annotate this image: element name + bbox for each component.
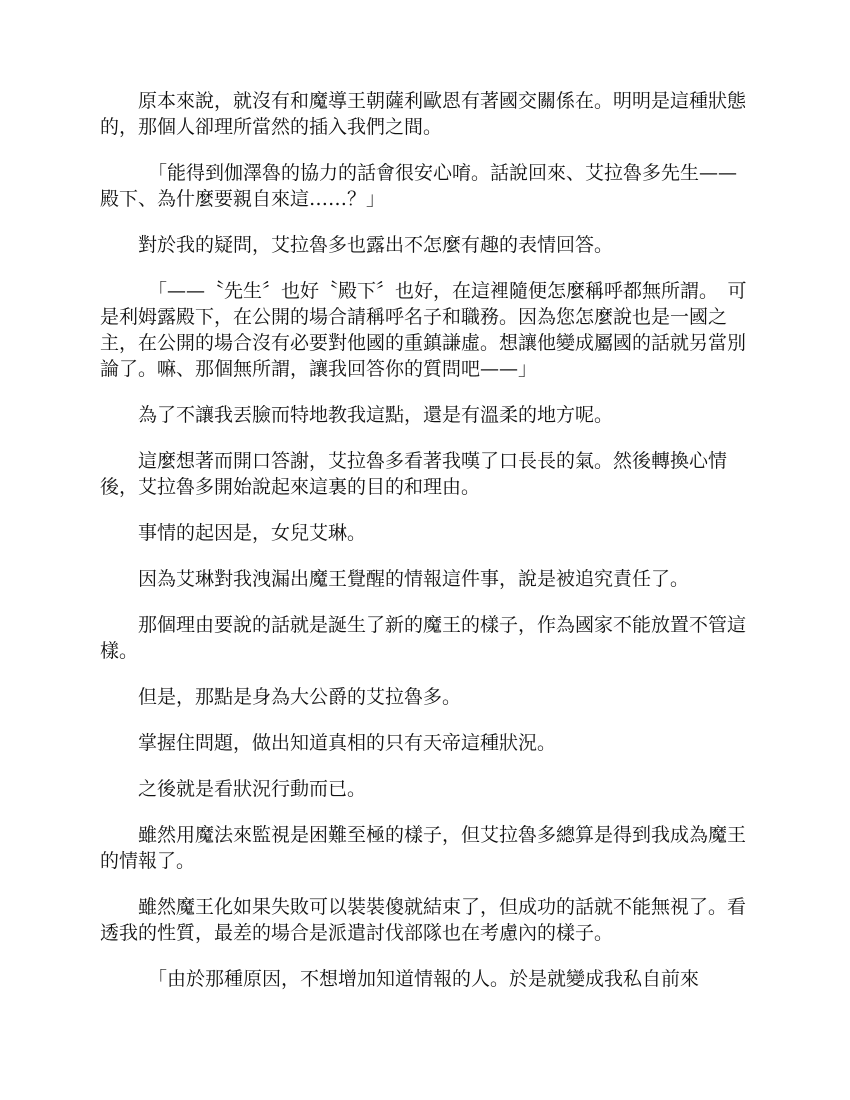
paragraph: 「能得到伽澤魯的協力的話會很安心唷。話說回來、艾拉魯多先生——殿下、為什麼要親自來這……？」 xyxy=(100,162,738,210)
paragraph: 對於我的疑問，艾拉魯多也露出不怎麼有趣的表情回答。 xyxy=(138,234,614,256)
document-page xyxy=(100,88,750,1012)
paragraph: 事情的起因是，女兒艾琳。 xyxy=(138,522,367,544)
paragraph: 那個理由要說的話就是誕生了新的魔王的樣子，作為國家不能放置不管這樣。 xyxy=(100,614,747,662)
paragraph: 為了不讓我丟臉而特地教我這點，還是有溫柔的地方呢。 xyxy=(138,404,614,426)
paragraph: 雖然魔王化如果失敗可以裝裝傻就結束了，但成功的話就不能無視了。看透我的性質，最差的場合是派遣討伐部隊也在考慮內的樣子。 xyxy=(100,896,747,944)
paragraph: 但是，那點是身為大公爵的艾拉魯多。 xyxy=(138,686,462,708)
paragraph: 之後就是看狀況行動而已。 xyxy=(138,778,367,800)
paragraph: 雖然用魔法來監視是困難至極的樣子，但艾拉魯多總算是得到我成為魔王的情報了。 xyxy=(100,824,747,872)
paragraph: 原本來說，就沒有和魔導王朝薩利歐恩有著國交關係在。明明是這種狀態的，那個人卻理所當然的插入我們之間。 xyxy=(100,90,747,138)
paragraph: 因為艾琳對我洩漏出魔王覺醒的情報這件事，說是被追究責任了。 xyxy=(138,568,690,590)
paragraph: 「——〝先生〞也好〝殿下〞也好，在這裡隨便怎麼稱呼都無所謂。 可是利姆露殿下，在公開的場合請稱呼名子和職務。因為您怎麼說也是一國之主，在公開的場合沒有必要對他國的重鎮謙虛。想讓他變成屬國的話就另當別論了。嘛、那個無所謂，讓我回答你的質問吧——」 xyxy=(100,280,747,380)
paragraph: 這麼想著而開口答謝，艾拉魯多看著我嘆了口長長的氣。然後轉換心情後，艾拉魯多開始說起來這裏的目的和理由。 xyxy=(100,450,728,498)
paragraph: 「由於那種原因，不想增加知道情報的人。於是就變成我私自前來 xyxy=(148,968,700,990)
paragraph: 掌握住問題，做出知道真相的只有天帝這種狀況。 xyxy=(138,732,557,754)
